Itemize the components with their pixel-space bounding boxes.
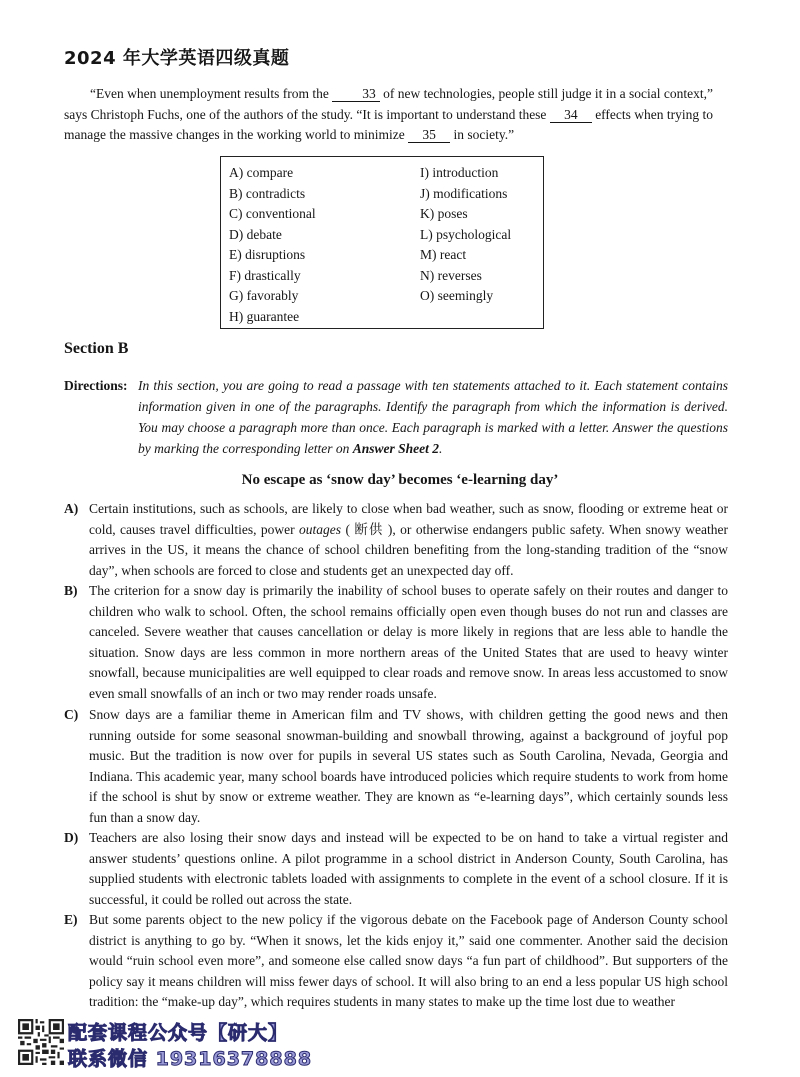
intro-line bbox=[64, 105, 734, 126]
intro-line bbox=[64, 84, 734, 105]
word-option: A) compare bbox=[229, 165, 294, 180]
word-option: B) contradicts bbox=[229, 185, 306, 201]
italic-word: outages bbox=[299, 521, 342, 537]
directions-text bbox=[138, 375, 728, 459]
word-option: F) drastically bbox=[229, 267, 301, 283]
word-bank-left-column bbox=[229, 163, 316, 327]
paragraph-a bbox=[64, 499, 728, 581]
paragraph-d bbox=[64, 828, 728, 910]
word-option: C) conventional bbox=[229, 206, 316, 221]
paragraph-body: Certain institutions, such as schools, are likely to close when bad weather, such as snow, flooding or extreme heat or cold, causes travel difficulties, power bbox=[89, 501, 728, 537]
intro-text: manage the massive changes in the working world to minimize bbox=[64, 127, 405, 142]
watermark bbox=[18, 1019, 318, 1071]
word-bank-box bbox=[220, 156, 544, 329]
paragraph-e bbox=[64, 910, 728, 1013]
qr-code-icon bbox=[18, 1019, 64, 1065]
intro-text: in society.” bbox=[453, 127, 515, 142]
paragraph-b bbox=[64, 581, 728, 704]
paragraph-body: ( 断供 ), or otherwise endangers public safety. When snowy weather arrives in the US, it means the chance of school children benefiting from the long-standing tradition of the “snow day”, when schools are forced to close and students get an unexpected day off. bbox=[89, 521, 728, 578]
intro-line bbox=[64, 125, 734, 146]
intro-text: effects when trying to bbox=[595, 106, 714, 122]
intro-text: of new technologies, people still judge it in a social context,” bbox=[383, 86, 713, 101]
passage-title: No escape as ‘snow day’ becomes ‘e-learning day’ bbox=[241, 472, 559, 488]
paragraph-c bbox=[64, 705, 728, 828]
word-bank-right-column bbox=[420, 163, 511, 307]
word-option: H) guarantee bbox=[229, 308, 300, 324]
paragraph-label: A) bbox=[64, 501, 79, 516]
paragraph-text bbox=[89, 499, 728, 581]
word-option: O) seemingly bbox=[420, 288, 494, 303]
word-option: M) react bbox=[420, 247, 467, 262]
paragraph-label: D) bbox=[64, 830, 79, 845]
word-option: I) introduction bbox=[420, 165, 499, 180]
paragraph-label: B) bbox=[64, 583, 78, 598]
watermark-line-2: 联系微信 19316378888 bbox=[68, 1048, 313, 1070]
word-option: G) favorably bbox=[229, 288, 299, 303]
word-option: J) modifications bbox=[420, 185, 508, 201]
word-option: N) reverses bbox=[420, 267, 482, 283]
blank-35: 35 bbox=[408, 128, 450, 143]
paragraph-text: But some parents object to the new policy if the vigorous debate on the Facebook page of Anderson County school district is anything to go by. “When it snows, let the kids enjoy it,” said one commenter. Another said the decision would “ruin school even more”, and someone else called snow days “a fun part of childhood”. But supporters of the policy say it means children will miss fewer days of school. It will also bring to an end a less popular US high school tradition: the “make-up day”, which requires students in many states to make up the time lost due to weather bbox=[89, 912, 728, 1009]
watermark-line-1: 配套课程公众号【研大】 bbox=[68, 1022, 289, 1044]
paragraph-label: C) bbox=[64, 707, 79, 722]
paragraph-label: E) bbox=[64, 912, 78, 927]
paragraph-text: Snow days are a familiar theme in American film and TV shows, with children getting the good news and then running outside for some seasonal snowman-building and snowball throwing, against a background of joyful pop music. But the tradition is now over for pupils in several US states such as South Carolina, Nevada, Georgia and Indiana. This academic year, many school boards have introduced policies which require students to work from home if the school is shut by snow or extreme weather. They are known as “e-learning days”, which certainly sounds less fun than a snow day. bbox=[89, 707, 728, 825]
directions-label: Directions: bbox=[64, 378, 128, 393]
section-heading: Section B bbox=[64, 340, 129, 357]
word-option: D) debate bbox=[229, 226, 282, 242]
paragraph-text: The criterion for a snow day is primarily the inability of school buses to operate safely on their routes and danger to children who walk to school. Often, the school remains officially open even though buses do not run and classes are canceled. Severe weather that causes cancellation or delay is more likely in regions that are less able to handle the situation. Snow days are less common in more northern areas of the United States that are used to heavy winter snowfall, because municipalities are well equipped to clear roads and remove snow. In areas less accustomed to snow even small snowfalls of an inch or two may render roads unsafe. bbox=[89, 583, 728, 701]
word-option: L) psychological bbox=[420, 226, 512, 242]
intro-text: says Christoph Fuchs, one of the authors of the study. “It is important to understand these bbox=[64, 106, 547, 122]
intro-paragraph bbox=[64, 84, 734, 146]
word-option: E) disruptions bbox=[229, 247, 306, 262]
directions-body: In this section, you are going to read a passage with ten statements attached to it. Each statement contains information given in one of the paragraphs. Identify the paragraph from which the information is derived. You may choose a paragraph more than once. Each paragraph is marked with a letter. Answer the questions by marking the corresponding letter on bbox=[138, 378, 728, 456]
answer-sheet-ref: Answer Sheet 2 bbox=[352, 441, 439, 456]
paragraph-text: Teachers are also losing their snow days and instead will be expected to be on hand to take a virtual register and answer students’ questions online. A pilot programme in a school district in Anderson County, South Carolina, has supplied students with electronic tablets loaded with assignments to complete in the event of a school closure. If it is successful, it could be rolled out across the state. bbox=[89, 830, 728, 907]
blank-34: 34 bbox=[550, 108, 592, 123]
directions-end: . bbox=[439, 441, 443, 456]
page-header: 2024 年大学英语四级真题 bbox=[64, 48, 290, 69]
word-option: K) poses bbox=[420, 206, 468, 221]
intro-text: “Even when unemployment results from the bbox=[90, 86, 329, 101]
blank-33: 33 bbox=[332, 87, 380, 102]
